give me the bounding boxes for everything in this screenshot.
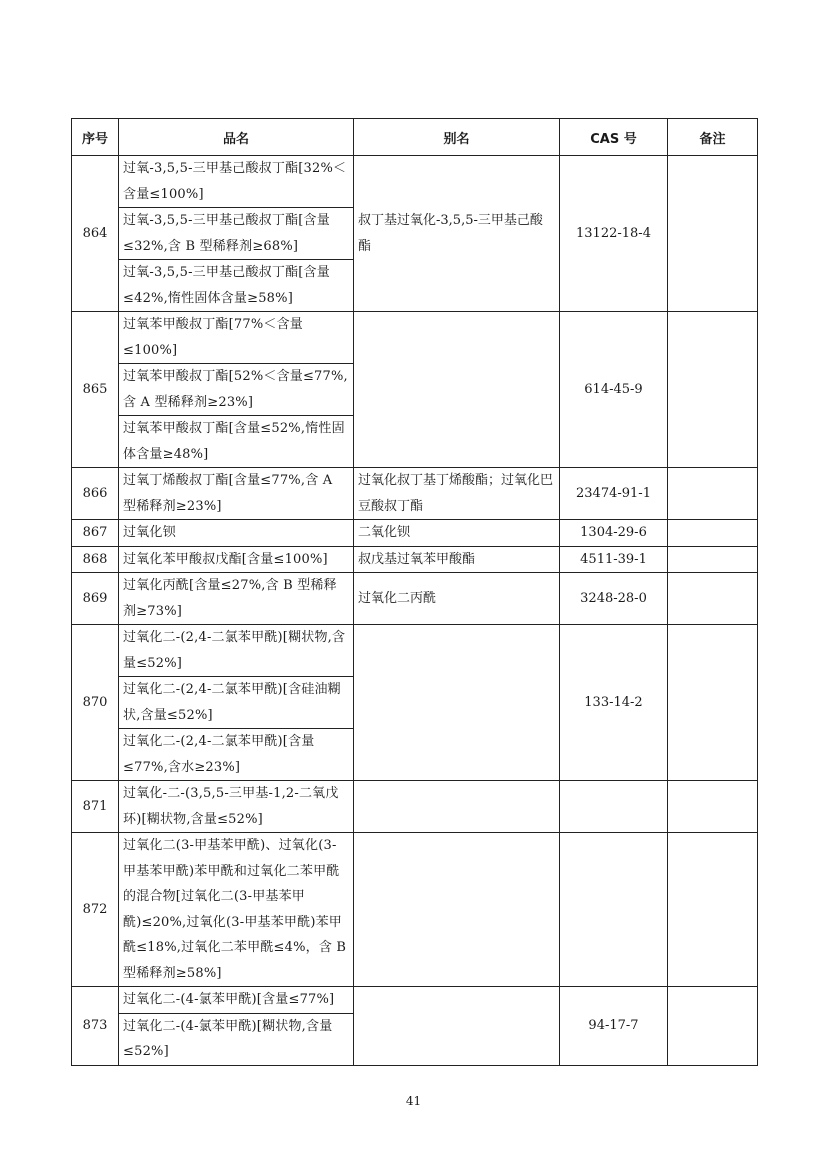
table-row [72,625,758,677]
entry-alias [354,833,560,987]
entry-name: 过氧化二-(2,4-二氯苯甲酰)[含硅油糊状,含量≤52%] [119,677,354,729]
entry-cas: 4511-39-1 [560,546,668,573]
chemicals-table [71,118,758,1066]
header-alias: 别名 [354,119,560,156]
entry-alias [354,781,560,833]
table-row [72,156,758,208]
entry-alias: 二氧化钡 [354,520,560,547]
entry-cas: 13122-18-4 [560,156,668,312]
entry-note [668,546,758,573]
table-row [72,573,758,625]
entry-name: 过氧苯甲酸叔丁酯[77%＜含量≤100%] [119,312,354,364]
entry-name: 过氧-3,5,5-三甲基己酸叔丁酯[32%＜含量≤100%] [119,156,354,208]
entry-alias [354,987,560,1066]
entry-name: 过氧-3,5,5-三甲基己酸叔丁酯[含量≤32%,含 B 型稀释剂≥68%] [119,208,354,260]
entry-num: 865 [72,312,119,468]
header-cas: CAS 号 [560,119,668,156]
entry-note [668,573,758,625]
entry-name: 过氧化二-(2,4-二氯苯甲酰)[糊状物,含量≤52%] [119,625,354,677]
entry-name: 过氧化二-(4-氯苯甲酰)[含量≤77%] [119,987,354,1014]
header-note: 备注 [668,119,758,156]
entry-note [668,520,758,547]
entry-num: 864 [72,156,119,312]
entry-alias: 叔戊基过氧苯甲酸酯 [354,546,560,573]
entry-alias [354,625,560,781]
entry-cas: 23474-91-1 [560,468,668,520]
entry-num: 870 [72,625,119,781]
header-num: 序号 [72,119,119,156]
entry-num: 873 [72,987,119,1066]
entry-note [668,625,758,781]
entry-note [668,781,758,833]
entry-num: 867 [72,520,119,547]
entry-name: 过氧化二(3-甲基苯甲酰)、过氧化(3-甲基苯甲酰)苯甲酰和过氧化二苯甲酰的混合物[过氧化二(3-甲基苯甲酰)≤20%,过氧化(3-甲基苯甲酰)苯甲酰≤18%,过氧化二苯甲酰≤4%，含 B 型稀释剂≥58%] [119,833,354,987]
table-row [72,468,758,520]
entry-note [668,833,758,987]
entry-name: 过氧-3,5,5-三甲基己酸叔丁酯[含量≤42%,惰性固体含量≥58%] [119,260,354,312]
entry-name: 过氧化二-(2,4-二氯苯甲酰)[含量≤77%,含水≥23%] [119,729,354,781]
entry-name: 过氧化丙酰[含量≤27%,含 B 型稀释剂≥73%] [119,573,354,625]
entry-name: 过氧化二-(4-氯苯甲酰)[糊状物,含量≤52%] [119,1013,354,1065]
entry-num: 869 [72,573,119,625]
entry-cas: 94-17-7 [560,987,668,1066]
table-row [72,833,758,987]
entry-alias: 过氧化叔丁基丁烯酸酯；过氧化巴豆酸叔丁酯 [354,468,560,520]
entry-cas: 3248-28-0 [560,573,668,625]
entry-name: 过氧苯甲酸叔丁酯[含量≤52%,惰性固体含量≥48%] [119,416,354,468]
entry-alias: 过氧化二丙酰 [354,573,560,625]
entry-cas [560,833,668,987]
entry-name: 过氧化苯甲酸叔戊酯[含量≤100%] [119,546,354,573]
entry-cas: 614-45-9 [560,312,668,468]
entry-num: 866 [72,468,119,520]
entry-note [668,156,758,312]
table-row [72,312,758,364]
table-row [72,781,758,833]
header-row [72,119,758,156]
entry-cas [560,781,668,833]
table-row [72,987,758,1014]
entry-num: 872 [72,833,119,987]
entry-num: 868 [72,546,119,573]
entry-cas: 133-14-2 [560,625,668,781]
entry-name: 过氧化-二-(3,5,5-三甲基-1,2-二氧戊环)[糊状物,含量≤52%] [119,781,354,833]
entry-name: 过氧化钡 [119,520,354,547]
table-row [72,520,758,547]
entry-num: 871 [72,781,119,833]
entry-note [668,312,758,468]
header-name: 品名 [119,119,354,156]
entry-alias [354,312,560,468]
entry-note [668,468,758,520]
table-row [72,546,758,573]
entry-alias: 叔丁基过氧化-3,5,5-三甲基己酸酯 [354,156,560,312]
entry-name: 过氧丁烯酸叔丁酯[含量≤77%,含 A 型稀释剂≥23%] [119,468,354,520]
entry-name: 过氧苯甲酸叔丁酯[52%＜含量≤77%,含 A 型稀释剂≥23%] [119,364,354,416]
page-number: 41 [405,1094,422,1108]
entry-note [668,987,758,1066]
entry-cas: 1304-29-6 [560,520,668,547]
